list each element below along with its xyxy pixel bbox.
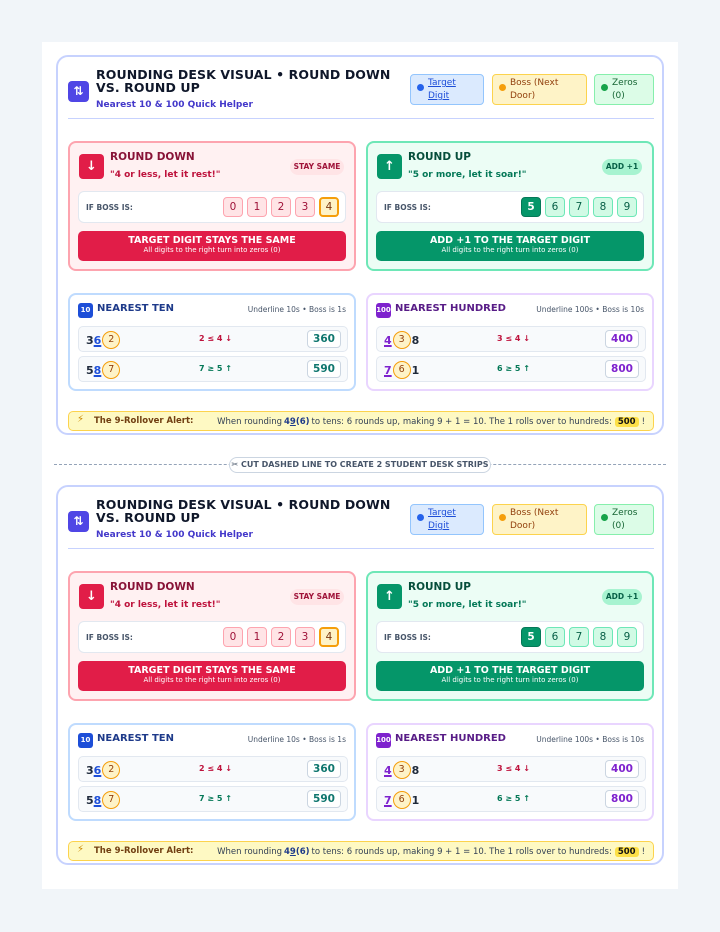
example-number: 4 3 8 (384, 760, 419, 780)
arrow-up-icon: ↑ (225, 364, 232, 373)
comparison-text: 7 ≥ 5 ↑ (199, 364, 232, 373)
round-down-card (68, 141, 356, 271)
hundred-badge-icon: 100 (376, 733, 391, 748)
rounded-result: 360 (307, 330, 341, 348)
legend-zeros: Zeros (0) (594, 74, 654, 105)
digit-chip: 9 (617, 197, 637, 217)
arrow-down-icon: ↓ (523, 334, 530, 343)
blue-dot-icon (417, 84, 424, 91)
strip-header (68, 497, 654, 549)
nearest-hundred-card (366, 293, 654, 391)
stay-same-badge: STAY SAME (290, 159, 344, 175)
digit-chip: 1 (247, 627, 267, 647)
boss-digit: 6 (393, 361, 411, 379)
rounded-result: 590 (307, 790, 341, 808)
example-number: 5 8 7 (86, 360, 121, 380)
example-number: 3 6 2 (86, 330, 121, 350)
alert-number: 49(6) (284, 846, 310, 857)
strip-title: ROUNDING DESK VISUAL • ROUND DOWN VS. ROUND UP (96, 497, 391, 525)
boss-digits-row (376, 621, 644, 653)
boss-digits-row (376, 191, 644, 223)
boss-label: IF BOSS IS: (86, 633, 133, 642)
legend-target-digit: Target Digit (410, 74, 484, 105)
nearest-ten-title: NEAREST TEN (97, 303, 174, 314)
round-down-title: ROUND DOWN (110, 581, 195, 593)
nearest-hundred-note: Underline 100s • Boss is 10s (536, 305, 644, 314)
arrow-down-icon: ↓ (225, 334, 232, 343)
digit-chip-highlight: 4 (319, 197, 339, 217)
alert-text: When rounding 49(6) to tens: 6 rounds up, making 9 + 1 = 10. The 1 rolls over to hundreds: 500 ! (217, 846, 645, 857)
arrow-down-icon: ↓ (225, 764, 232, 773)
alert-title: The 9-Rollover Alert: (94, 846, 194, 856)
strip-subtitle: Nearest 10 & 100 Quick Helper (96, 100, 253, 110)
example-number: 7 6 1 (384, 360, 419, 380)
ten-badge-icon: 10 (78, 303, 93, 318)
legend-zeros: Zeros (0) (594, 504, 654, 535)
comparison-text: 6 ≥ 5 ↑ (497, 794, 530, 803)
target-digit: 4 (384, 763, 392, 777)
boss-digits-row (78, 191, 346, 223)
desk-strip-1 (56, 55, 664, 435)
example-number: 3 6 2 (86, 760, 121, 780)
comparison-text: 2 ≤ 4 ↓ (199, 764, 232, 773)
digit-chip: 3 (295, 197, 315, 217)
boss-digits-row (78, 621, 346, 653)
alert-text: When rounding 49(6) to tens: 6 rounds up, making 9 + 1 = 10. The 1 rolls over to hundreds: 500 ! (217, 416, 645, 427)
target-digit: 7 (384, 793, 392, 807)
example-row (376, 356, 646, 382)
digit-list (521, 197, 637, 217)
example-number: 7 6 1 (384, 790, 419, 810)
digit-chip: 1 (247, 197, 267, 217)
digit-chip: 7 (569, 627, 589, 647)
arrow-up-icon: ↑ (523, 364, 530, 373)
target-digit: 8 (93, 793, 102, 807)
digit-chip: 8 (593, 197, 613, 217)
digit-chip: 8 (593, 627, 613, 647)
blue-dot-icon (417, 514, 424, 521)
digit-chip: 7 (569, 197, 589, 217)
ten-badge-icon: 10 (78, 733, 93, 748)
rounded-result: 590 (307, 360, 341, 378)
boss-label: IF BOSS IS: (384, 633, 431, 642)
nearest-hundred-title: NEAREST HUNDRED (395, 733, 506, 744)
digit-list (521, 627, 637, 647)
arrow-down-icon: ↓ (523, 764, 530, 773)
round-up-quote: "5 or more, let it soar!" (408, 170, 527, 180)
digit-list (223, 627, 339, 647)
boss-digit: 3 (393, 331, 411, 349)
rounded-result: 800 (605, 790, 639, 808)
target-digit: 7 (384, 363, 392, 377)
digit-chip: 0 (223, 197, 243, 217)
up-down-arrows-icon: ⇅ (68, 81, 89, 102)
example-row (78, 326, 348, 352)
nearest-ten-note: Underline 10s • Boss is 1s (247, 735, 346, 744)
rounded-result: 400 (605, 760, 639, 778)
comparison-text: 6 ≥ 5 ↑ (497, 364, 530, 373)
comparison-text: 3 ≤ 4 ↓ (497, 764, 530, 773)
nearest-ten-card (68, 723, 356, 821)
nearest-ten-title: NEAREST TEN (97, 733, 174, 744)
legend-target-digit: Target Digit (410, 504, 484, 535)
add-one-badge: ADD +1 (602, 589, 642, 605)
alert-number: 49(6) (284, 416, 310, 427)
digit-chip-highlight: 5 (521, 197, 541, 217)
arrow-up-icon: ↑ (377, 154, 402, 179)
round-up-quote: "5 or more, let it soar!" (408, 600, 527, 610)
up-down-arrows-icon: ⇅ (68, 511, 89, 532)
amber-dot-icon (499, 514, 506, 521)
target-digit: 8 (93, 363, 102, 377)
strip-header (68, 67, 654, 119)
amber-dot-icon (499, 84, 506, 91)
digit-list (223, 197, 339, 217)
alert-result: 500 (615, 847, 639, 857)
round-up-title: ROUND UP (408, 581, 471, 593)
green-dot-icon (601, 514, 608, 521)
round-up-title: ROUND UP (408, 151, 471, 163)
rounded-result: 800 (605, 360, 639, 378)
scissors-icon: ✂ (231, 460, 239, 469)
rounded-result: 360 (307, 760, 341, 778)
digit-chip: 9 (617, 627, 637, 647)
nearest-ten-card (68, 293, 356, 391)
boss-label: IF BOSS IS: (86, 203, 133, 212)
digit-chip: 2 (271, 197, 291, 217)
strip-title: ROUNDING DESK VISUAL • ROUND DOWN VS. ROUND UP (96, 67, 391, 95)
round-down-rule-banner: TARGET DIGIT STAYS THE SAME All digits to the right turn into zeros (0) (78, 231, 346, 261)
desk-strip-2 (56, 485, 664, 865)
boss-digit: 6 (393, 791, 411, 809)
digit-chip: 0 (223, 627, 243, 647)
digit-chip: 6 (545, 197, 565, 217)
lightning-icon: ⚡ (77, 844, 85, 855)
worksheet-page (42, 42, 678, 889)
digit-chip: 2 (271, 627, 291, 647)
boss-digit: 2 (102, 331, 120, 349)
round-down-card (68, 571, 356, 701)
arrow-down-icon: ↓ (79, 154, 104, 179)
legend-boss: Boss (Next Door) (492, 504, 587, 535)
nearest-hundred-title: NEAREST HUNDRED (395, 303, 506, 314)
example-row (376, 756, 646, 782)
boss-label: IF BOSS IS: (384, 203, 431, 212)
green-dot-icon (601, 84, 608, 91)
strip-subtitle: Nearest 10 & 100 Quick Helper (96, 530, 253, 540)
lightning-icon: ⚡ (77, 414, 85, 425)
example-number: 4 3 8 (384, 330, 419, 350)
target-digit: 4 (384, 333, 392, 347)
arrow-down-icon: ↓ (79, 584, 104, 609)
round-up-card (366, 141, 654, 271)
rollover-alert (68, 841, 654, 861)
round-down-quote: "4 or less, let it rest!" (110, 600, 221, 610)
digit-chip-highlight: 4 (319, 627, 339, 647)
digit-chip-highlight: 5 (521, 627, 541, 647)
example-row (376, 786, 646, 812)
example-number: 5 8 7 (86, 790, 121, 810)
comparison-text: 3 ≤ 4 ↓ (497, 334, 530, 343)
rounded-result: 400 (605, 330, 639, 348)
round-up-card (366, 571, 654, 701)
stay-same-badge: STAY SAME (290, 589, 344, 605)
target-digit: 6 (93, 333, 102, 347)
add-one-badge: ADD +1 (602, 159, 642, 175)
alert-result: 500 (615, 417, 639, 427)
boss-digit: 7 (102, 361, 120, 379)
example-row (78, 356, 348, 382)
example-row (78, 756, 348, 782)
arrow-up-icon: ↑ (377, 584, 402, 609)
round-down-rule-banner: TARGET DIGIT STAYS THE SAME All digits to the right turn into zeros (0) (78, 661, 346, 691)
example-row (78, 786, 348, 812)
boss-digit: 7 (102, 791, 120, 809)
boss-digit: 2 (102, 761, 120, 779)
rollover-alert (68, 411, 654, 431)
arrow-up-icon: ↑ (523, 794, 530, 803)
legend-boss: Boss (Next Door) (492, 74, 587, 105)
digit-chip: 6 (545, 627, 565, 647)
round-down-quote: "4 or less, let it rest!" (110, 170, 221, 180)
round-up-rule-banner: ADD +1 TO THE TARGET DIGIT All digits to the right turn into zeros (0) (376, 661, 644, 691)
hundred-badge-icon: 100 (376, 303, 391, 318)
boss-digit: 3 (393, 761, 411, 779)
example-row (376, 326, 646, 352)
alert-title: The 9-Rollover Alert: (94, 416, 194, 426)
arrow-up-icon: ↑ (225, 794, 232, 803)
comparison-text: 7 ≥ 5 ↑ (199, 794, 232, 803)
round-up-rule-banner: ADD +1 TO THE TARGET DIGIT All digits to the right turn into zeros (0) (376, 231, 644, 261)
target-digit: 6 (93, 763, 102, 777)
digit-chip: 3 (295, 627, 315, 647)
nearest-hundred-note: Underline 100s • Boss is 10s (536, 735, 644, 744)
nearest-hundred-card (366, 723, 654, 821)
round-down-title: ROUND DOWN (110, 151, 195, 163)
nearest-ten-note: Underline 10s • Boss is 1s (247, 305, 346, 314)
comparison-text: 2 ≤ 4 ↓ (199, 334, 232, 343)
cut-label: ✂ CUT DASHED LINE TO CREATE 2 STUDENT DESK STRIPS (229, 457, 491, 473)
